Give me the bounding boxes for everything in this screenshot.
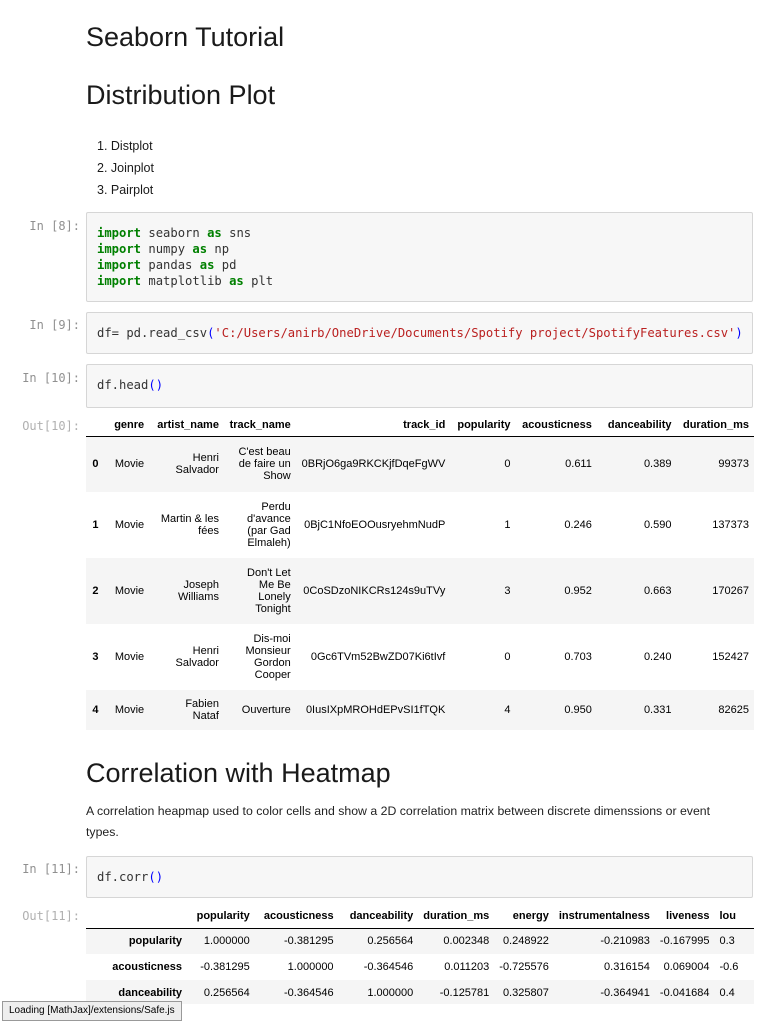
col-header: lou: [719, 909, 736, 922]
code-line: import matplotlib as plt: [97, 274, 274, 288]
correlation-table: [86, 904, 754, 1004]
col-header: danceability: [349, 909, 414, 922]
col-header: instrumentalness: [558, 909, 650, 922]
table-row: 0 Movie Henri Salvador C'est beau de faire un Show 0BRjO6ga9RKCKjfDqeFgWV 0 0.611 0.389 99373: [86, 436, 754, 492]
col-header: liveness: [666, 909, 710, 922]
code-cell-imports[interactable]: [86, 212, 753, 302]
code-line: import numpy as np: [97, 242, 230, 256]
col-header: genre: [114, 418, 145, 431]
input-prompt: In [10]:: [22, 371, 80, 385]
col-header: popularity: [196, 909, 250, 922]
output-prompt: Out[11]:: [22, 909, 80, 923]
correlation-output: [86, 904, 754, 1004]
section-heading-correlation: Correlation with Heatmap: [86, 758, 391, 788]
col-header: duration_ms: [682, 418, 749, 431]
input-prompt: In [9]:: [29, 318, 80, 332]
table-row: 1 Movie Martin & les fées Perdu d'avance (par Gad Elmaleh) 0BjC1NfoEOOusryehmNudP 1 0.246 0.590 137373: [92, 501, 749, 549]
table-row: 3 Movie Henri Salvador Dis-moi Monsieur Gordon Cooper 0Gc6TVm52BwZD07Ki6tIvf 0 0.703 0.240 152427: [92, 633, 749, 681]
code-cell-corr[interactable]: df.corr(): [86, 856, 753, 898]
col-header: danceability: [607, 418, 672, 431]
input-prompt: In [8]:: [29, 219, 80, 233]
dataframe-table: [86, 414, 754, 730]
toc-item: 3. Pairplot: [97, 183, 154, 197]
table-row: popularity 1.000000 -0.381295 0.256564 0.002348 0.248922 -0.210983 -0.167995 0.3: [86, 928, 754, 954]
output-prompt: Out[10]:: [22, 419, 80, 433]
code-cell-head[interactable]: df.head(): [86, 364, 753, 408]
table-row: 4 Movie Fabien Nataf Ouverture 0IusIXpMROHdEPvSI1fTQK 4 0.950 0.331 82625: [86, 690, 754, 730]
input-prompt: In [11]:: [22, 862, 80, 876]
description-paragraph: A correlation heapmap used to color cells and show a 2D correlation matrix between discrete dimenssions or event types.: [86, 804, 711, 839]
notebook-title: Seaborn Tutorial: [86, 22, 285, 52]
toc-list: [97, 138, 154, 204]
table-row: danceability 0.256564 -0.364546 1.000000 -0.125781 0.325807 -0.364941 -0.041684 0.4: [86, 980, 754, 1004]
col-header: popularity: [457, 418, 511, 431]
table-row: acousticness -0.381295 1.000000 -0.364546 0.011203 -0.725576 0.316154 0.069004 -0.6: [112, 961, 739, 973]
col-header: artist_name: [157, 418, 219, 431]
code-cell-read-csv[interactable]: df= pd.read_csv('C:/Users/anirb/OneDrive/Documents/Spotify project/SpotifyFeatures.csv'): [86, 312, 753, 354]
section-heading-distribution: Distribution Plot: [86, 80, 276, 110]
dataframe-head-output: [86, 414, 754, 732]
col-header: duration_ms: [423, 909, 490, 922]
col-header: energy: [512, 909, 549, 922]
toc-item: 2. Joinplot: [97, 161, 154, 175]
toc-item: 1. Distplot: [97, 139, 153, 153]
col-header: track_name: [229, 418, 291, 431]
code-line: import pandas as pd: [97, 258, 237, 272]
col-header: acousticness: [263, 909, 334, 922]
col-header: track_id: [403, 418, 446, 431]
col-header: acousticness: [522, 418, 592, 431]
code-line: import seaborn as sns: [97, 226, 252, 240]
table-row: 2 Movie Joseph Williams Don't Let Me Be Lonely Tonight 0CoSDzoNIKCRs124s9uTVy 3 0.952 0.663 170267: [86, 558, 754, 624]
mathjax-status-bar: Loading [MathJax]/extensions/Safe.js: [2, 1001, 182, 1021]
